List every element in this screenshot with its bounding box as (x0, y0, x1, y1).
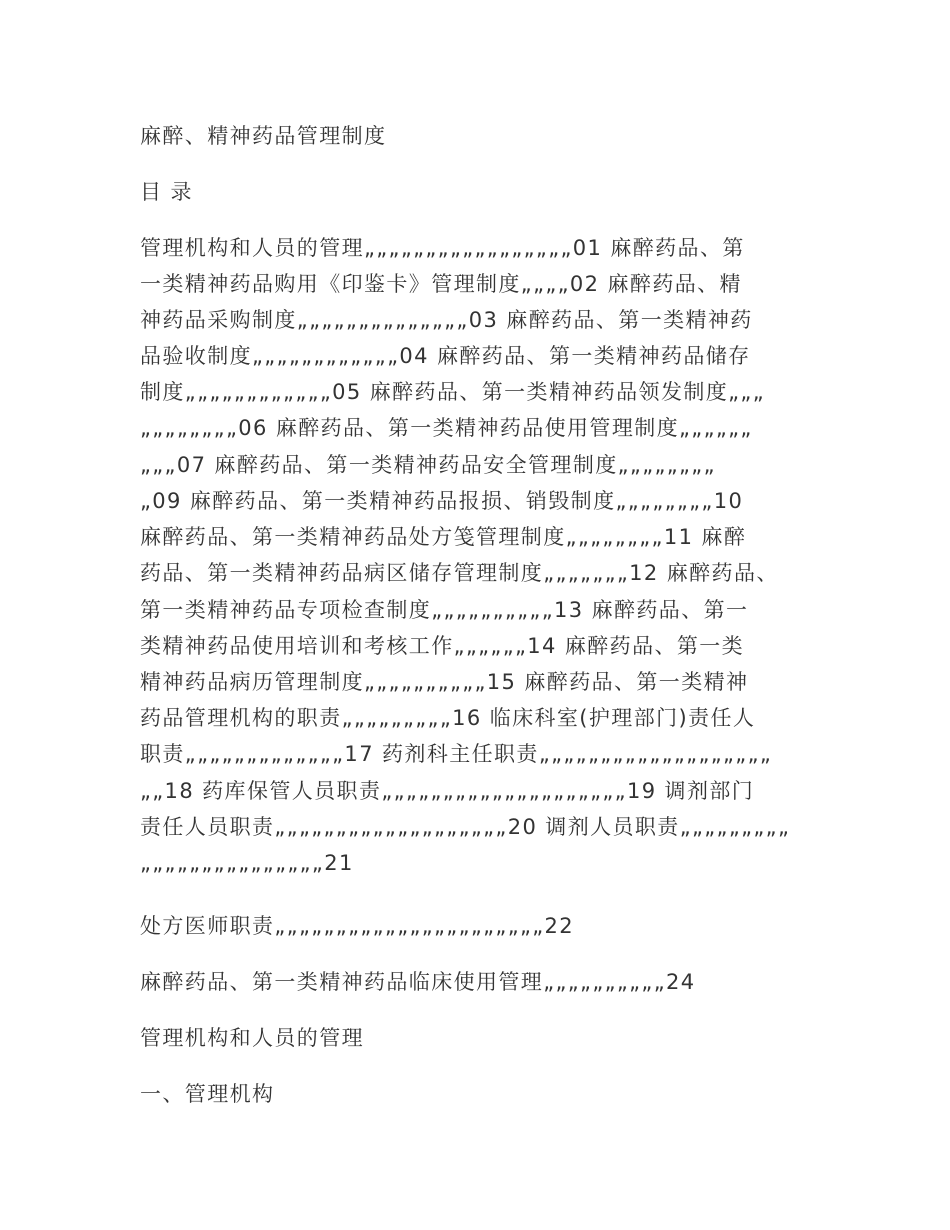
toc-line: 品验收制度„„„„„„„„„„„„04 麻醉药品、第一类精神药品储存 (140, 344, 751, 368)
toc-line: „„„07 麻醉药品、第一类精神药品安全管理制度„„„„„„„„ (140, 453, 716, 477)
toc-line: 责任人员职责„„„„„„„„„„„„„„„„„„„20 调剂人员职责„„„„„„„„„ (140, 815, 791, 839)
toc-entry-physician: 处方医师职责„„„„„„„„„„„„„„„„„„„„„„22 (140, 914, 575, 938)
toc-line: 制度„„„„„„„„„„„„05 麻醉药品、第一类精神药品领发制度„„„ (140, 380, 765, 404)
toc-line: 药品、第一类精神药品病区储存管理制度„„„„„„„12 麻醉药品、 (140, 561, 779, 585)
toc-entry-clinical-use: 麻醉药品、第一类精神药品临床使用管理„„„„„„„„„„24 (140, 970, 696, 994)
toc-heading: 目 录 (140, 180, 193, 204)
toc-line: „„„„„„„„06 麻醉药品、第一类精神药品使用管理制度„„„„„„ (140, 416, 753, 440)
toc-line: 神药品采购制度„„„„„„„„„„„„„„03 麻醉药品、第一类精神药 (140, 308, 753, 332)
toc-line: 药品管理机构的职责„„„„„„„„„16 临床科室(护理部门)责任人 (140, 706, 756, 730)
toc-line: 一类精神药品购用《印鉴卡》管理制度„„„„02 麻醉药品、精 (140, 272, 742, 296)
toc-line: 精神药品病历管理制度„„„„„„„„„„15 麻醉药品、第一类精神 (140, 670, 749, 694)
toc-line: 第一类精神药品专项检查制度„„„„„„„„„„13 麻醉药品、第一 (140, 598, 749, 622)
toc-line: „09 麻醉药品、第一类精神药品报损、销毁制度„„„„„„„„10 (140, 489, 744, 513)
toc-line: 麻醉药品、第一类精神药品处方笺管理制度„„„„„„„„11 麻醉 (140, 525, 747, 549)
toc-line: 职责„„„„„„„„„„„„„17 药剂科主任职责„„„„„„„„„„„„„„„„„„„ (140, 742, 773, 766)
toc-line: 管理机构和人员的管理„„„„„„„„„„„„„„„„„01 麻醉药品、第 (140, 236, 745, 260)
toc-line: „„18 药库保管人员职责„„„„„„„„„„„„„„„„„„„„19 调剂部门 (140, 779, 755, 803)
document-title: 麻醉、精神药品管理制度 (140, 124, 387, 148)
section-heading: 管理机构和人员的管理 (140, 1026, 364, 1050)
toc-line: 类精神药品使用培训和考核工作„„„„„„14 麻醉药品、第一类 (140, 634, 745, 658)
toc-line: „„„„„„„„„„„„„„„21 (140, 851, 354, 875)
subsection-heading: 一、管理机构 (140, 1082, 275, 1106)
